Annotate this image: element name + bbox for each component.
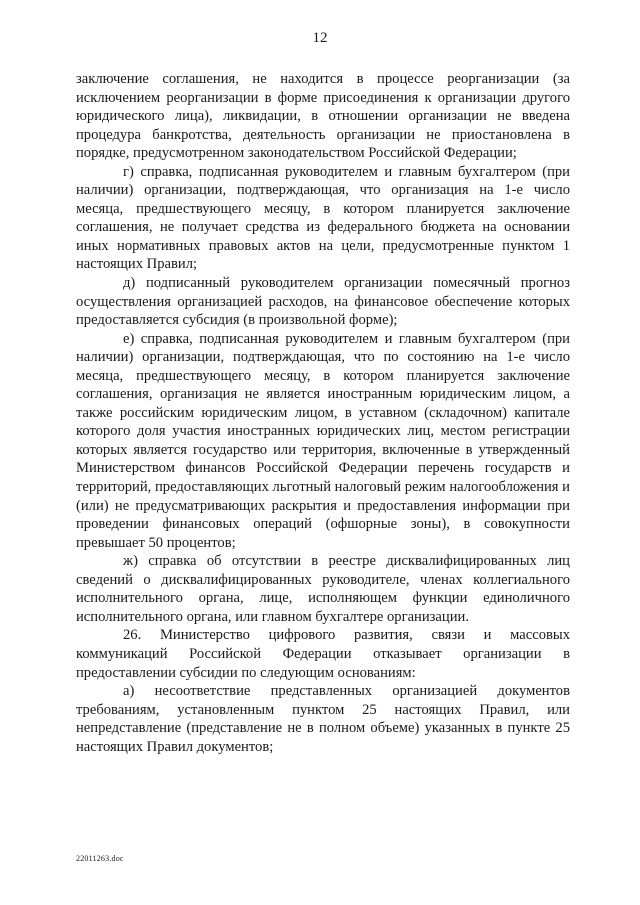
- paragraph-item-d: д) подписанный руководителем организации помесячный прогноз осуществления организацией расходов, на финансовое обеспечение которых предоставляется субсидия (в произвольной форме);: [76, 275, 570, 329]
- paragraph-item-a: а) несоответствие представленных организацией документов требованиям, установленным пунктом 25 настоящих Правил, или непредставление (представление не в полном объеме) указанных в пункте 25 настоящих Правил документов;: [76, 683, 570, 755]
- paragraph-continuation: заключение соглашения, не находится в процессе реорганизации (за исключением реорганизации в форме присоединения к организации другого юридического лица), ликвидации, в отношении организации не введена процедура банкротства, деятельность организации не приостановлена в порядке, предусмотренном законодательством Российской Федерации;: [76, 71, 570, 162]
- paragraph-item-e: е) справка, подписанная руководителем и главным бухгалтером (при наличии) организации, подтверждающая, что по состоянию на 1-е число месяца, предшествующего месяцу, в котором планируется заключение соглашения, организация не является иностранным юридическим лицом, а также российским юридическим лицом, в уставном (складочном) капитале которого доля участия иностранных юридических лиц, местом регистрации которых является государство или территория, включенные в утвержденный Министерством финансов Российской Федерации перечень государств и территорий, предоставляющих льготный налоговый режим налогообложения и (или) не предусматривающих раскрытия и предоставления информации при проведении финансовых операций (офшорные зоны), в совокупности превышает 50 процентов;: [76, 330, 570, 551]
- paragraph-item-g: г) справка, подписанная руководителем и главным бухгалтером (при наличии) организации, подтверждающая, что организация на 1-е число месяца, предшествующего месяцу, в котором планируется заключение соглашения, не получает средства из федерального бюджета на основании иных нормативных правовых актов на цели, предусмотренные пунктом 1 настоящих Правил;: [76, 163, 570, 273]
- document-file-code: 22011263.doc: [76, 854, 124, 863]
- document-body: [76, 70, 570, 756]
- page-number: 12: [312, 30, 328, 46]
- paragraph-item-zh: ж) справка об отсутствии в реестре дисквалифицированных лиц сведений о дисквалифицированных руководителе, членах коллегиального исполнительного органа, лице, исполняющем функции единоличного исполнительного органа, или главном бухгалтере организации.: [76, 553, 570, 625]
- paragraph-section-26: 26. Министерство цифрового развития, связи и массовых коммуникаций Российской Федерации отказывает организации в предоставлении субсидии по следующим основаниям:: [76, 627, 570, 681]
